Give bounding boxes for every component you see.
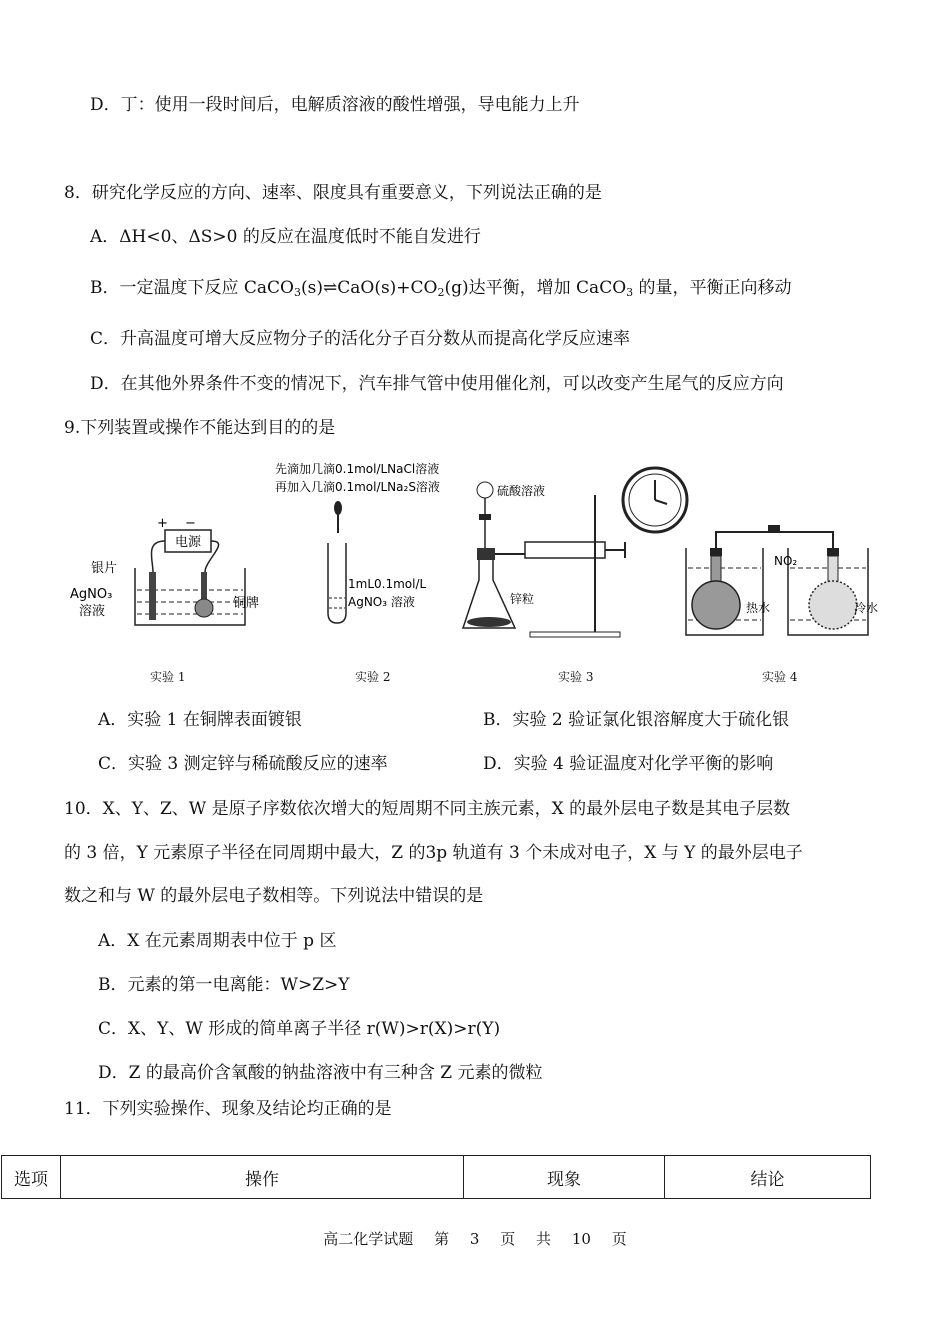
page-footer	[0, 1228, 950, 1249]
footer-page-number: 3	[469, 1230, 480, 1248]
gas-label: NO₂	[774, 554, 798, 568]
flask-neck-left	[711, 556, 721, 584]
flask-left-dark	[692, 581, 740, 629]
funnel-label: 硫酸溶液	[497, 484, 546, 498]
flask-stopper	[477, 548, 495, 560]
q8-option-b: B．一定温度下反应 $CaCO_3(s)\rightleftharpoons CaO(s)+CO_2(g)$达平衡，增加 CaCO$_3$ 的量，平衡正向移动	[90, 278, 792, 299]
footer-title: 高二化学试题	[323, 1230, 414, 1248]
experiment-3-figure	[455, 460, 700, 645]
q10-option-d: D．Z 的最高价含氧酸的钠盐溶液中有三种含 Z 元素的微粒	[98, 1063, 543, 1083]
note-line-2: 再加入几滴0.1mol/LNa₂S溶液	[275, 480, 440, 494]
q9-option-c: C．实验 3 测定锌与稀硫酸反应的速率	[98, 754, 388, 774]
stopper-left	[710, 548, 722, 556]
plus-sign: +	[157, 516, 168, 531]
experiment-3-caption: 实验 3	[558, 670, 594, 684]
funnel-bulb	[477, 482, 493, 498]
table-header-operation: 操作	[61, 1156, 464, 1199]
stopper-right	[827, 548, 839, 556]
q10-option-c: C．X、Y、W 形成的简单离子半径 r(W)>r(X)>r(Y)	[98, 1019, 501, 1039]
test-tube	[328, 543, 346, 623]
q8-option-a: A．ΔH<0、ΔS>0 的反应在温度低时不能自发进行	[90, 227, 481, 247]
zinc-granules	[467, 617, 511, 627]
q11-stem: 11．下列实验操作、现象及结论均正确的是	[64, 1099, 392, 1119]
tube-label-2: AgNO₃ 溶液	[348, 595, 415, 609]
table-header-option: 选项	[2, 1156, 61, 1199]
q8-stem: 8．研究化学反应的方向、速率、限度具有重要意义，下列说法正确的是	[64, 183, 602, 203]
experiment-2-caption: 实验 2	[355, 670, 391, 684]
footer-ye: 页	[500, 1230, 516, 1248]
table-header-row	[2, 1156, 871, 1199]
minus-sign: −	[185, 516, 196, 531]
q10-stem-line-2: 的 3 倍，Y 元素原子半径在同周期中最大，Z 的3p 轨道有 3 个未成对电子，X 与 Y 的最外层电子	[64, 843, 803, 863]
footer-di: 第	[434, 1230, 450, 1248]
silver-label: 银片	[91, 561, 118, 576]
table-header-phenomenon: 现象	[464, 1156, 665, 1199]
footer-total-pages: 10	[571, 1230, 591, 1248]
wire-left	[151, 541, 165, 572]
zinc-label: 锌粒	[510, 592, 535, 606]
silver-electrode	[149, 572, 156, 620]
power-label: 电源	[174, 535, 202, 550]
experiment-4-figure	[678, 520, 898, 640]
connecting-tube	[716, 532, 833, 550]
syringe	[525, 542, 605, 558]
q8-option-d: D．在其他外界条件不变的情况下，汽车排气管中使用催化剂，可以改变产生尾气的反应方向	[90, 374, 784, 394]
footer-gong: 共	[536, 1230, 552, 1248]
table-header-conclusion: 结论	[665, 1156, 871, 1199]
q9-option-d: D．实验 4 验证温度对化学平衡的影响	[483, 754, 774, 774]
q11-table	[1, 1155, 871, 1199]
flask-right-light	[809, 581, 857, 629]
q8-option-c: C．升高温度可增大反应物分子的活化分子百分数从而提高化学反应速率	[90, 329, 631, 349]
tube-label-1: 1mL0.1mol/L	[348, 577, 427, 591]
experiment-4-caption: 实验 4	[762, 670, 798, 684]
cold-water-label: 冷水	[854, 601, 879, 615]
q9-option-b: B．实验 2 验证氯化银溶解度大于硫化银	[483, 710, 790, 730]
dropper-bulb	[334, 501, 342, 515]
q10-option-b: B．元素的第一电离能：W>Z>Y	[98, 975, 350, 995]
iron-stand-base	[530, 632, 620, 637]
funnel-stopcock	[479, 514, 491, 520]
copper-rod	[201, 572, 207, 600]
q10-option-a: A．X 在元素周期表中位于 p 区	[98, 931, 337, 951]
q9-option-a: A．实验 1 在铜牌表面镀银	[98, 710, 302, 730]
experiment-1-figure	[65, 510, 295, 640]
experiment-1-caption: 实验 1	[150, 670, 186, 684]
hot-water-label: 热水	[746, 601, 771, 615]
footer-ye-2: 页	[611, 1230, 627, 1248]
q10-stem-line-1: 10．X、Y、Z、W 是原子序数依次增大的短周期不同主族元素，X 的最外层电子数是其电子层数	[64, 799, 791, 819]
q10-stem-line-3: 数之和与 W 的最外层电子数相等。下列说法中错误的是	[64, 886, 484, 906]
equilibrium-arrow: ⇌	[322, 278, 338, 298]
wire-right	[205, 541, 219, 572]
solution-label-2: 溶液	[79, 604, 106, 619]
solution-label-1: AgNO₃	[70, 587, 113, 602]
q9-stem: 9.下列装置或操作不能达到目的的是	[64, 418, 336, 438]
flask-neck-right	[828, 556, 838, 584]
copper-plate	[195, 599, 213, 617]
copper-label: 铜牌	[233, 596, 260, 611]
q7-option-d: D．丁：使用一段时间后，电解质溶液的酸性增强，导电能力上升	[90, 95, 580, 115]
experiment-2-figure	[270, 458, 480, 633]
note-line-1: 先滴加几滴0.1mol/LNaCl溶液	[275, 462, 440, 476]
